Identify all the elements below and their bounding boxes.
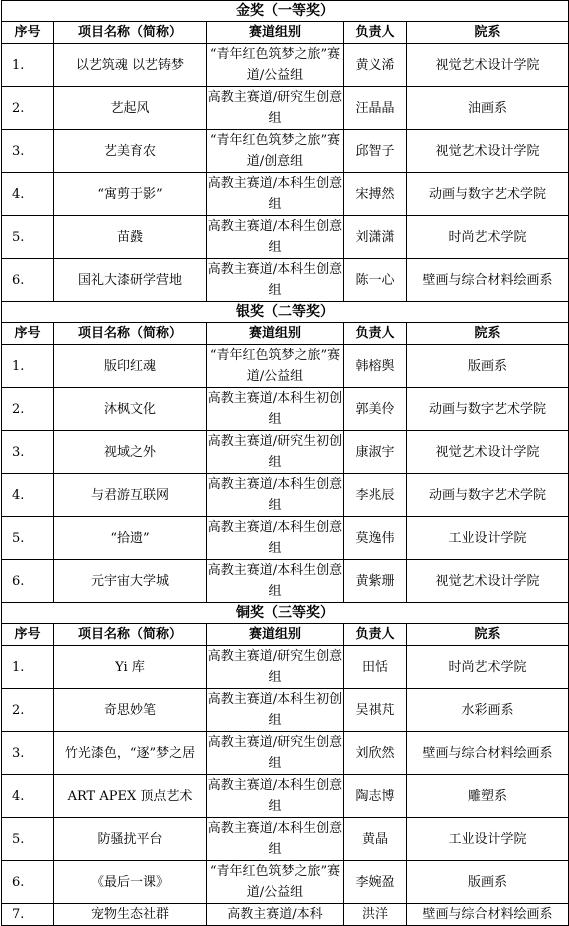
- header-project-name: 项目名称（简称）: [54, 22, 207, 44]
- track-cell: 高教主赛道/研究生创意组: [207, 646, 344, 689]
- leader-cell: 陶志博: [344, 775, 407, 818]
- track-cell: 高教主赛道/本科生初创组: [207, 388, 344, 431]
- table-row: [2, 474, 569, 517]
- track-cell: 高教主赛道/研究生初创组: [207, 431, 344, 474]
- track-cell: “青年红色筑梦之旅”赛道/公益组: [207, 345, 344, 388]
- track-cell: “青年红色筑梦之旅”赛道/公益组: [207, 861, 344, 904]
- header-track: 赛道组别: [207, 323, 344, 345]
- leader-cell: 邱智子: [344, 130, 407, 173]
- project-name-cell: Yi 库: [54, 646, 207, 689]
- project-name-cell: 与君游互联网: [54, 474, 207, 517]
- table-row: [2, 646, 569, 689]
- department-cell: 视觉艺术设计学院: [407, 44, 569, 87]
- department-cell: 时尚艺术学院: [407, 216, 569, 259]
- department-cell: 工业设计学院: [407, 818, 569, 861]
- leader-cell: 陈一心: [344, 259, 407, 302]
- department-cell: 雕塑系: [407, 775, 569, 818]
- department-cell: 版画系: [407, 345, 569, 388]
- header-project-name: 项目名称（简称）: [54, 323, 207, 345]
- project-name-cell: 奇思妙笔: [54, 689, 207, 732]
- project-name-cell: 元宇宙大学城: [54, 560, 207, 603]
- table-header-row: [2, 624, 569, 646]
- award-section-title-row: [2, 603, 569, 624]
- leader-cell: 刘欣然: [344, 732, 407, 775]
- table-row: [2, 560, 569, 603]
- project-name-cell: 《最后一课》: [54, 861, 207, 904]
- department-cell: 时尚艺术学院: [407, 646, 569, 689]
- header-track: 赛道组别: [207, 22, 344, 44]
- project-name-cell: “拾遗”: [54, 517, 207, 560]
- department-cell: 水彩画系: [407, 689, 569, 732]
- track-cell: 高教主赛道/本科生创意组: [207, 216, 344, 259]
- leader-cell: 黄晶: [344, 818, 407, 861]
- project-name-cell: 苗鼗: [54, 216, 207, 259]
- leader-cell: 宋搏然: [344, 173, 407, 216]
- table-row: [2, 345, 569, 388]
- project-name-cell: 艺起风: [54, 87, 207, 130]
- track-cell: 高教主赛道/本科生创意组: [207, 818, 344, 861]
- track-cell: 高教主赛道/本科: [207, 904, 344, 926]
- header-leader: 负责人: [344, 323, 407, 345]
- table-header-row: [2, 323, 569, 345]
- leader-cell: 莫逸伟: [344, 517, 407, 560]
- leader-cell: 田恬: [344, 646, 407, 689]
- track-cell: 高教主赛道/本科生初创组: [207, 689, 344, 732]
- table-row: [2, 689, 569, 732]
- leader-cell: 李婉盈: [344, 861, 407, 904]
- department-cell: 动画与数字艺术学院: [407, 388, 569, 431]
- leader-cell: 吴祺芃: [344, 689, 407, 732]
- table-row: [2, 818, 569, 861]
- header-department: 院系: [407, 323, 569, 345]
- row-number-cell: 6.: [2, 861, 54, 904]
- header-leader: 负责人: [344, 22, 407, 44]
- header-leader: 负责人: [344, 624, 407, 646]
- row-number-cell: 6.: [2, 560, 54, 603]
- header-department: 院系: [407, 624, 569, 646]
- row-number-cell: 7.: [2, 904, 54, 926]
- row-number-cell: 5.: [2, 216, 54, 259]
- track-cell: “青年红色筑梦之旅”赛道/公益组: [207, 44, 344, 87]
- row-number-cell: 1.: [2, 44, 54, 87]
- table-row: [2, 517, 569, 560]
- department-cell: 油画系: [407, 87, 569, 130]
- table-row: [2, 904, 569, 926]
- leader-cell: 康淑宇: [344, 431, 407, 474]
- row-number-cell: 2.: [2, 689, 54, 732]
- track-cell: 高教主赛道/本科生创意组: [207, 560, 344, 603]
- row-number-cell: 3.: [2, 732, 54, 775]
- track-cell: 高教主赛道/本科生创意组: [207, 173, 344, 216]
- project-name-cell: 以艺筑魂 以艺铸梦: [54, 44, 207, 87]
- row-number-cell: 2.: [2, 87, 54, 130]
- award-section-title: 银奖（二等奖）: [2, 302, 569, 323]
- header-project-name: 项目名称（简称）: [54, 624, 207, 646]
- track-cell: 高教主赛道/本科生创意组: [207, 775, 344, 818]
- department-cell: 动画与数字艺术学院: [407, 173, 569, 216]
- leader-cell: 李兆辰: [344, 474, 407, 517]
- track-cell: 高教主赛道/研究生创意组: [207, 87, 344, 130]
- leader-cell: 黄义浠: [344, 44, 407, 87]
- table-row: [2, 388, 569, 431]
- table-row: [2, 44, 569, 87]
- table-row: [2, 87, 569, 130]
- track-cell: 高教主赛道/本科生创意组: [207, 517, 344, 560]
- department-cell: 工业设计学院: [407, 517, 569, 560]
- department-cell: 动画与数字艺术学院: [407, 474, 569, 517]
- leader-cell: 刘潇潇: [344, 216, 407, 259]
- department-cell: 壁画与综合材料绘画系: [407, 259, 569, 302]
- leader-cell: 韩榕舆: [344, 345, 407, 388]
- department-cell: 版画系: [407, 861, 569, 904]
- table-row: [2, 259, 569, 302]
- table-header-row: [2, 22, 569, 44]
- header-department: 院系: [407, 22, 569, 44]
- header-track: 赛道组别: [207, 624, 344, 646]
- project-name-cell: 版印红魂: [54, 345, 207, 388]
- header-number: 序号: [2, 22, 54, 44]
- project-name-cell: 视域之外: [54, 431, 207, 474]
- table-row: [2, 775, 569, 818]
- row-number-cell: 4.: [2, 173, 54, 216]
- row-number-cell: 2.: [2, 388, 54, 431]
- table-row: [2, 130, 569, 173]
- track-cell: 高教主赛道/研究生创意组: [207, 732, 344, 775]
- row-number-cell: 4.: [2, 474, 54, 517]
- project-name-cell: 宠物生态社群: [54, 904, 207, 926]
- award-table: [1, 0, 569, 926]
- project-name-cell: 艺美育农: [54, 130, 207, 173]
- row-number-cell: 3.: [2, 431, 54, 474]
- project-name-cell: 国礼大漆研学营地: [54, 259, 207, 302]
- table-row: [2, 861, 569, 904]
- department-cell: 视觉艺术设计学院: [407, 431, 569, 474]
- row-number-cell: 1.: [2, 646, 54, 689]
- leader-cell: 郭美伶: [344, 388, 407, 431]
- row-number-cell: 6.: [2, 259, 54, 302]
- department-cell: 壁画与综合材料绘画系: [407, 904, 569, 926]
- department-cell: 视觉艺术设计学院: [407, 560, 569, 603]
- table-row: [2, 173, 569, 216]
- leader-cell: 黄紫珊: [344, 560, 407, 603]
- row-number-cell: 5.: [2, 517, 54, 560]
- project-name-cell: 沐枫文化: [54, 388, 207, 431]
- project-name-cell: 防骚扰平台: [54, 818, 207, 861]
- table-row: [2, 732, 569, 775]
- award-section-title: 铜奖（三等奖）: [2, 603, 569, 624]
- track-cell: 高教主赛道/本科生创意组: [207, 259, 344, 302]
- table-row: [2, 431, 569, 474]
- row-number-cell: 5.: [2, 818, 54, 861]
- department-cell: 视觉艺术设计学院: [407, 130, 569, 173]
- row-number-cell: 3.: [2, 130, 54, 173]
- track-cell: “青年红色筑梦之旅”赛道/创意组: [207, 130, 344, 173]
- header-number: 序号: [2, 323, 54, 345]
- table-row: [2, 216, 569, 259]
- track-cell: 高教主赛道/本科生创意组: [207, 474, 344, 517]
- row-number-cell: 4.: [2, 775, 54, 818]
- project-name-cell: “寓剪于影”: [54, 173, 207, 216]
- award-section-title: 金奖（一等奖）: [2, 1, 569, 22]
- award-section-title-row: [2, 302, 569, 323]
- project-name-cell: ART APEX 顶点艺术: [54, 775, 207, 818]
- department-cell: 壁画与综合材料绘画系: [407, 732, 569, 775]
- leader-cell: 汪晶晶: [344, 87, 407, 130]
- row-number-cell: 1.: [2, 345, 54, 388]
- leader-cell: 洪洋: [344, 904, 407, 926]
- project-name-cell: 竹光漆色，“逐”梦之居: [54, 732, 207, 775]
- header-number: 序号: [2, 624, 54, 646]
- award-section-title-row: [2, 1, 569, 22]
